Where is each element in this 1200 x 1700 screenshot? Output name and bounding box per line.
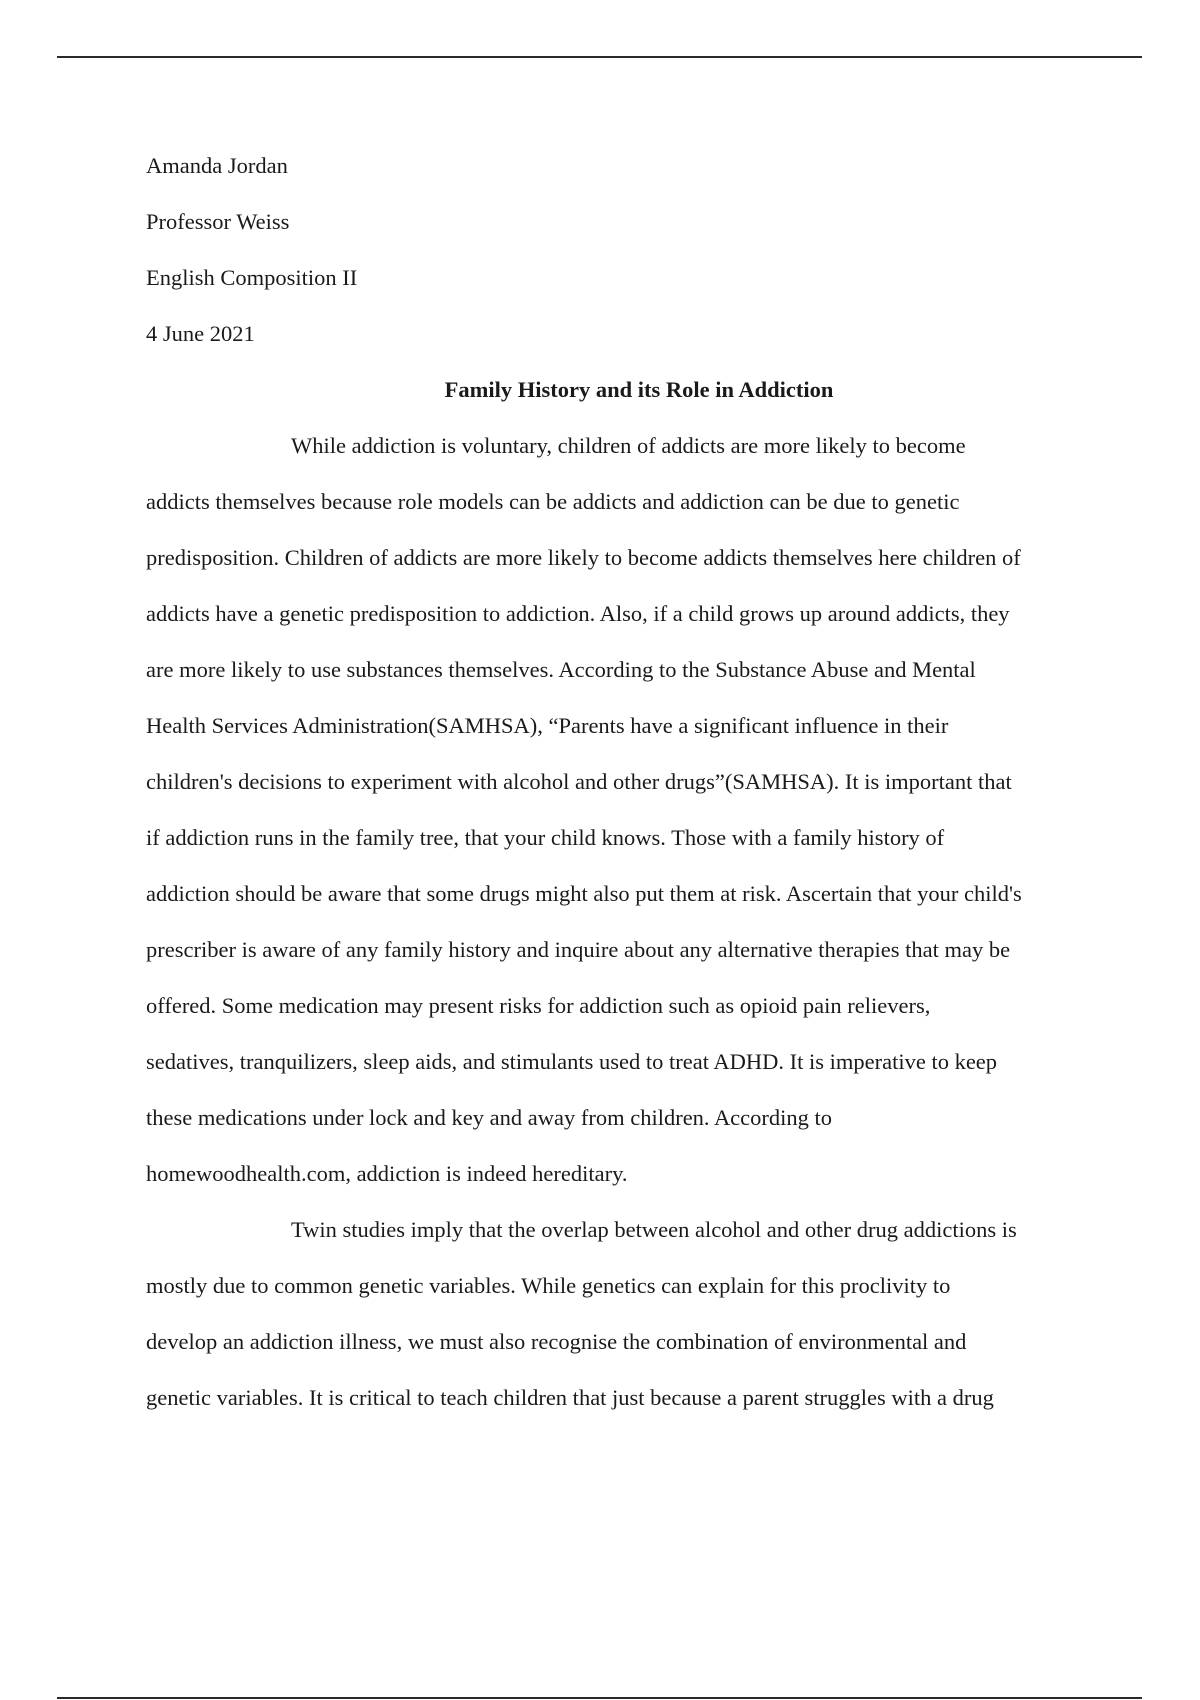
- professor-name: Professor Weiss: [146, 209, 290, 234]
- paragraph-2: [146, 1202, 1096, 1426]
- paragraph-line: genetic variables. It is critical to teach children that just because a parent struggles with a drug: [146, 1385, 994, 1410]
- paragraph-line: predisposition. Children of addicts are more likely to become addicts themselves here children of: [146, 545, 1021, 570]
- paragraph-line: addicts have a genetic predisposition to addiction. Also, if a child grows up around addicts, they: [146, 601, 1010, 626]
- paragraph-1: [146, 418, 1096, 1202]
- paragraph-line: these medications under lock and key and away from children. According to: [146, 1105, 833, 1130]
- document-body: [146, 138, 1096, 1426]
- paragraph-line: children's decisions to experiment with alcohol and other drugs”(SAMHSA). It is important that: [146, 769, 1012, 794]
- paragraph-line: While addiction is voluntary, children of addicts are more likely to become: [291, 433, 966, 458]
- paragraph-line: develop an addiction illness, we must also recognise the combination of environmental and: [146, 1329, 967, 1354]
- paragraph-line: Twin studies imply that the overlap between alcohol and other drug addictions is: [291, 1217, 1017, 1242]
- paragraph-line: addicts themselves because role models can be addicts and addiction can be due to genetic: [146, 489, 960, 514]
- paragraph-line: are more likely to use substances themselves. According to the Substance Abuse and Mental: [146, 657, 976, 682]
- bottom-rule: [57, 1697, 1142, 1699]
- paragraph-line: addiction should be aware that some drugs might also put them at risk. Ascertain that your child's: [146, 881, 1022, 906]
- paragraph-line: Health Services Administration(SAMHSA), “Parents have a significant influence in their: [146, 713, 949, 738]
- essay-title: Family History and its Role in Addiction: [444, 377, 834, 402]
- paragraph-line: prescriber is aware of any family history and inquire about any alternative therapies that may be: [146, 937, 1011, 962]
- author-name: Amanda Jordan: [146, 153, 288, 178]
- course-name: English Composition II: [146, 265, 358, 290]
- document-date: 4 June 2021: [146, 321, 255, 346]
- paragraph-line: sedatives, tranquilizers, sleep aids, and stimulants used to treat ADHD. It is imperative to keep: [146, 1049, 998, 1074]
- paragraph-line: homewoodhealth.com, addiction is indeed hereditary.: [146, 1161, 628, 1186]
- paragraph-line: mostly due to common genetic variables. While genetics can explain for this proclivity to: [146, 1273, 951, 1298]
- paragraph-line: if addiction runs in the family tree, that your child knows. Those with a family history of: [146, 825, 945, 850]
- paragraph-line: offered. Some medication may present risks for addiction such as opioid pain relievers,: [146, 993, 931, 1018]
- top-rule: [57, 56, 1142, 58]
